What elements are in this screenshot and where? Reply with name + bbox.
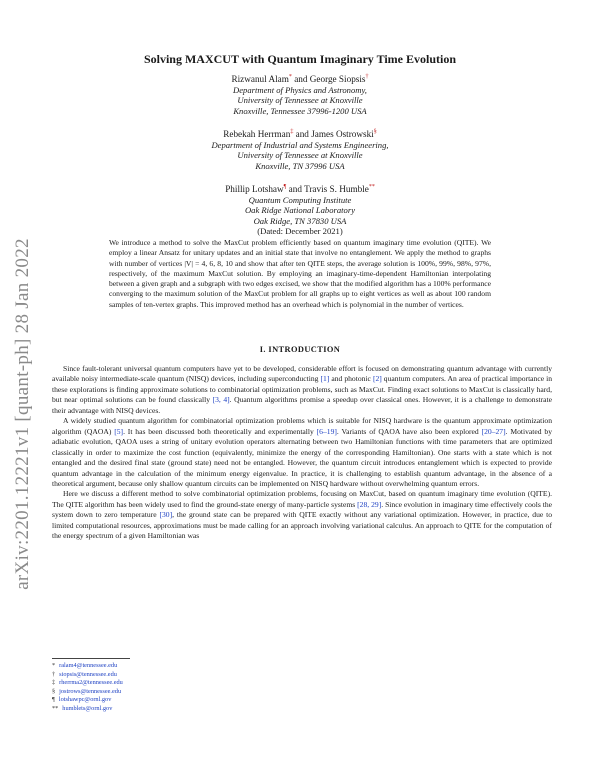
affiliation-line: Quantum Computing Institute bbox=[248, 194, 352, 205]
author-group-3 bbox=[0, 184, 600, 237]
and-conjunction: and bbox=[294, 74, 308, 84]
citation-link[interactable]: [1] bbox=[320, 374, 330, 384]
paragraph: Since fault-tolerant universal quantum computers have yet to be developed, considerable effort is focused on demonstrating quantum advantage with currently available noisy intermediate-scale quantum (NISQ) devices, including superconducting [1] and photonic [2] quantum computers. An area of practical importance in these explorations is finding approximate solutions to combinatorial optimization problems, such as MaxCut. Finding exact solutions to MaxCut is classically hard, but near optimal solutions can be found classically [3, 4]. Quantum algorithms promise a speedup over classical ones. However, it is a challenge to demonstrate their advantage with NISQ devices. bbox=[52, 364, 553, 415]
affiliation-line: Oak Ridge National Laboratory bbox=[244, 205, 356, 216]
and-conjunction: and bbox=[295, 129, 309, 139]
footnote: § jostrows@tennessee.edu bbox=[52, 687, 122, 695]
footnote: ¶ lotshawpc@ornl.gov bbox=[52, 696, 112, 704]
author-name: Rebekah Herrman bbox=[223, 129, 291, 139]
citation-link[interactable]: [20–27] bbox=[481, 426, 506, 436]
author-group-1 bbox=[0, 74, 600, 116]
author-name: James Ostrowski bbox=[311, 129, 374, 139]
abstract: We introduce a method to solve the MaxCut problem efficiently based on quantum imaginary time evolution (QITE). We employ a linear Ansatz for unitary updates and an initial state that involve no entanglement. We apply the method to graphs with number of vertices |V| = 4, 6, 8, 10 and show that after ten QITE steps, the average solution is 100%, 99%, 98%, 97%, respectively, of the maximum MaxCut solution. By employing an imaginary-time-dependent Hamiltonian interpolating between a given graph and a subgraph with two edges excised, we show that the modified algorithm has a 100% performance converging to the maximum solution of the MaxCut problem for all graphs up to eight vertices as well as about 100 random samples of ten-vertex graphs. This improved method has an overhead which is polynomial in the number of vertices. bbox=[109, 238, 491, 309]
paper-title: Solving MAXCUT with Quantum Imaginary Time Evolution bbox=[143, 52, 457, 66]
email-link[interactable]: jostrows@tennessee.edu bbox=[59, 687, 122, 695]
date-line: (Dated: December 2021) bbox=[257, 226, 343, 237]
affiliation-line: Department of Industrial and Systems Engineering, bbox=[211, 139, 389, 150]
citation-link[interactable]: [30] bbox=[159, 510, 173, 520]
author-name: George Siopsis bbox=[309, 74, 366, 84]
author-name: Phillip Lotshaw bbox=[225, 184, 284, 194]
citation-link[interactable]: [3, 4] bbox=[212, 395, 230, 405]
affiliation-line: Knoxville, Tennessee 37996-1200 USA bbox=[233, 105, 367, 116]
email-link[interactable]: siopsis@tennessee.edu bbox=[59, 670, 117, 678]
affiliation-line: Oak Ridge, TN 37830 USA bbox=[253, 215, 347, 226]
footnote-mark[interactable]: ‡ bbox=[290, 128, 294, 135]
email-link[interactable]: lotshawpc@ornl.gov bbox=[58, 696, 112, 704]
footnote-mark[interactable]: § bbox=[373, 128, 377, 135]
footnotes bbox=[52, 662, 123, 714]
author-name: Travis S. Humble bbox=[304, 184, 369, 194]
paragraph: A widely studied quantum algorithm for combinatorial optimization problems which is suitable for NISQ hardware is the quantum approximate optimization algorithm (QAOA) [5]. It has been discussed both theoretically and experimentally [6–19]. Variants of QAOA have also been explored [20–27]. Motivated by adiabatic evolution, QAOA uses a string of unitary evolution operators alternating between two Hamiltonian functions with time parameters that are optimized classically in order to maximize the cost function (equivalently, minimize the energy of the corresponding Hamiltonian). One starts with a state which is not entangled and the desired final state (ground state) need not be entangled. However, the quantum circuit introduces entanglement which is expected to provide quantum advantage in the calculation of the minimum energy eigenvalue. In practice, it is challenging to establish quantum advantage, in the absence of a theoretical argument, because only shallow quantum circuits can be implemented on NISQ hardware without overwhelming quantum errors. bbox=[52, 416, 552, 488]
arxiv-identifier-stamp bbox=[4, 224, 42, 604]
citation-link[interactable]: [2] bbox=[372, 374, 382, 384]
email-link[interactable]: humblets@ornl.gov bbox=[62, 704, 113, 712]
affiliation-line: University of Tennessee at Knoxville bbox=[237, 95, 363, 106]
footnote-mark[interactable]: * bbox=[288, 73, 292, 80]
footnote-mark[interactable]: † bbox=[365, 73, 369, 80]
and-conjunction: and bbox=[288, 184, 302, 194]
email-link[interactable]: ralam4@tennessee.edu bbox=[59, 662, 118, 669]
footnote: ** humblets@ornl.gov bbox=[52, 704, 113, 712]
author-group-2 bbox=[0, 129, 600, 171]
citation-link[interactable]: [6–19] bbox=[316, 426, 337, 436]
affiliation-line: University of Tennessee at Knoxville bbox=[237, 150, 363, 161]
footnote-mark[interactable]: ** bbox=[368, 183, 375, 190]
section-heading: I. INTRODUCTION bbox=[259, 345, 341, 354]
footnote: * ralam4@tennessee.edu bbox=[52, 662, 118, 669]
footnote: ‡ rherrma2@tennessee.edu bbox=[52, 679, 123, 687]
affiliation-line: Department of Physics and Astronomy, bbox=[233, 84, 367, 95]
paragraph: Here we discuss a different method to solve combinatorial optimization problems, focusing on MaxCut, based on quantum imaginary time evolution (QITE). The QITE algorithm has been widely used to find the ground-state energy of many-particle systems [28, 29]. Since evolution in imaginary time effectively cools the system down to zero temperature [30], the ground state can be prepared with QITE exactly without any variational optimization. However, in practice, due to limited computational resources, approximations must be made calling for an approach involving variational calculus. An approach to QITE for the computation of the energy spectrum of a given Hamiltonian was bbox=[52, 489, 552, 541]
email-link[interactable]: rherrma2@tennessee.edu bbox=[59, 679, 123, 687]
introduction-body bbox=[52, 364, 552, 542]
author-name: Rizwanul Alam bbox=[231, 74, 289, 84]
citation-link[interactable]: [5] bbox=[114, 426, 124, 436]
footnote: † siopsis@tennessee.edu bbox=[52, 670, 117, 678]
arxiv-stamp-text: arXiv:2201.12221v1 [quant-ph] 28 Jan 2022 bbox=[12, 238, 33, 590]
footnote-divider bbox=[52, 658, 130, 659]
footnote-mark[interactable]: ¶ bbox=[283, 183, 287, 190]
citation-link[interactable]: [28, 29] bbox=[357, 499, 382, 509]
affiliation-line: Knoxville, TN 37996 USA bbox=[255, 160, 345, 171]
